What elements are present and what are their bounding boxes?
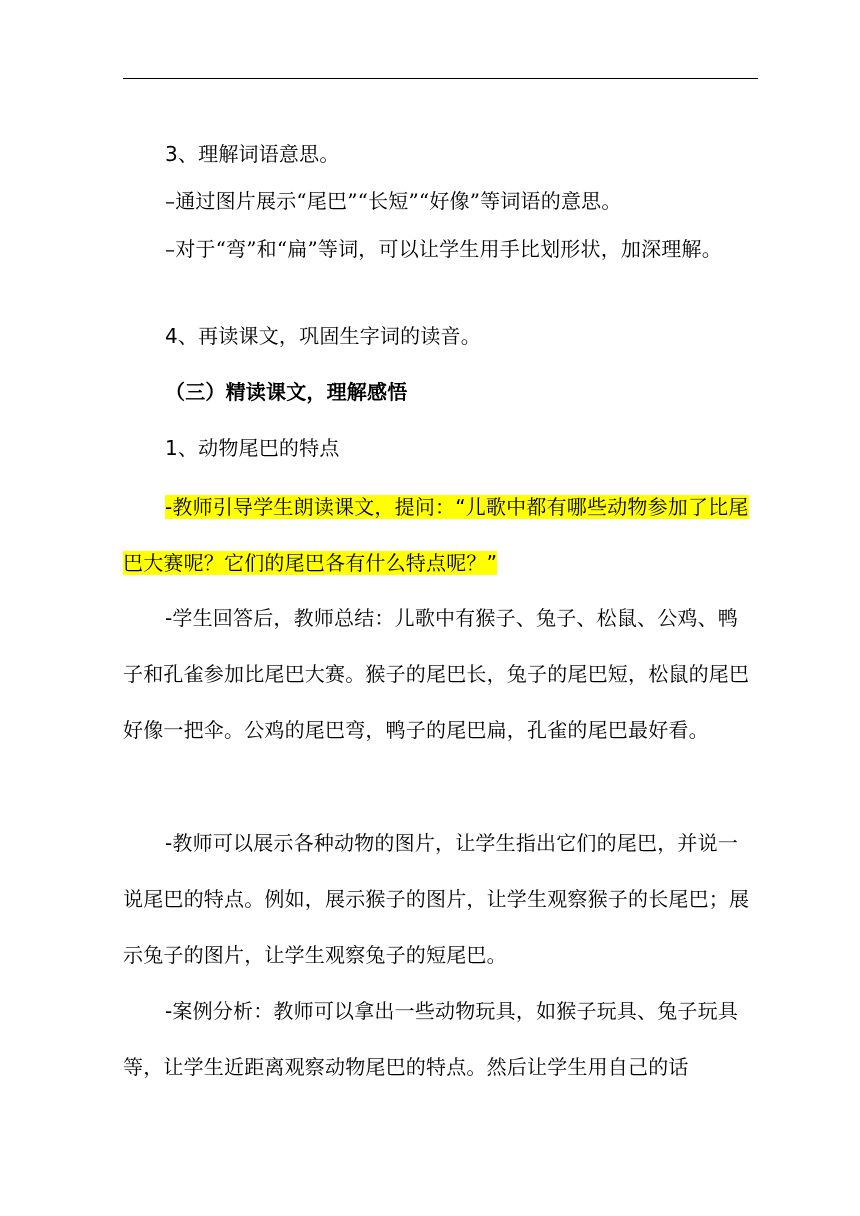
case-analysis-label: -案例分析： [165,999,274,1023]
heading-tail-features: 1、动物尾巴的特点 [165,436,340,460]
case-analysis-body: 教师可以拿出一些动物玩具，如猴子玩具、兔子玩具等，让学生近距离观察动物尾巴的特点。然后让学生用自己的话 [123,999,739,1079]
paragraph-case-analysis [123,983,758,1095]
paragraph-teacher-question [123,479,758,591]
heading-reread-text: 4、再读课文，巩固生字词的读音。 [165,324,481,348]
paragraph-gesture-shapes: –对于“弯”和“扁”等词，可以让学生用手比划形状，加深理解。 [165,237,722,261]
heading-understand-words: 3、理解词语意思。 [165,142,340,166]
paragraph-teacher-summary: -学生回答后，教师总结：儿歌中有猴子、兔子、松鼠、公鸡、鸭子和孔雀参加比尾巴大赛。猴子的尾巴长，兔子的尾巴短，松鼠的尾巴好像一把伞。公鸡的尾巴弯，鸭子的尾巴扁，孔雀的尾巴最好看。 [123,606,750,742]
paragraph-show-pictures: –通过图片展示“尾巴”“长短”“好像”等词语的意思。 [165,189,622,213]
highlighted-question: -教师引导学生朗读课文，提问：“儿歌中都有哪些动物参加了比尾巴大赛呢？它们的尾巴各有什么特点呢？” [123,495,749,575]
paragraph-show-animal-pictures: -教师可以展示各种动物的图片，让学生指出它们的尾巴，并说一说尾巴的特点。例如，展示猴子的图片，让学生观察猴子的长尾巴；展示兔子的图片，让学生观察兔子的短尾巴。 [123,831,750,967]
header-rule [123,78,758,79]
section-heading-close-reading: （三）精读课文，理解感悟 [165,380,408,404]
